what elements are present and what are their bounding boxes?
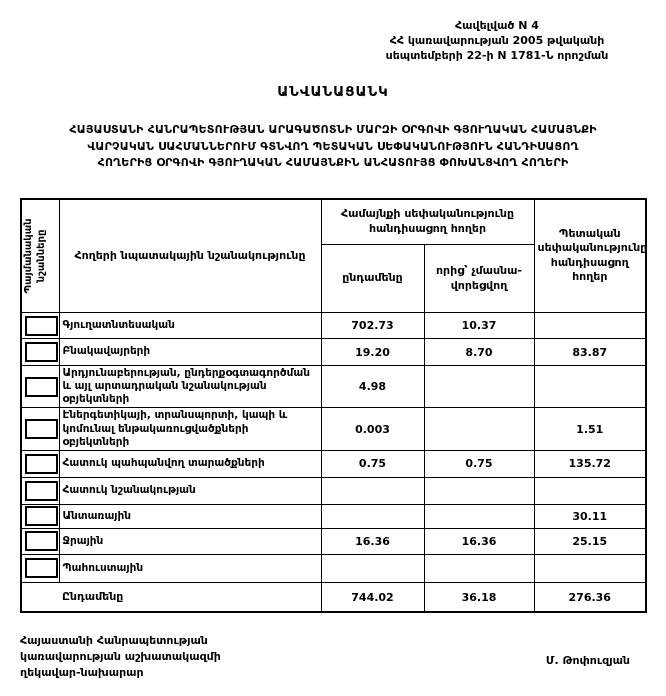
non-privatizable-cell xyxy=(424,554,534,582)
symbol-cell xyxy=(21,366,59,408)
community-total-cell xyxy=(321,554,424,582)
state-lands-cell: 1.51 xyxy=(534,408,646,450)
legend-symbol-box xyxy=(25,506,58,526)
legend-symbol-box xyxy=(25,481,58,501)
legend-symbol-box xyxy=(25,316,58,336)
total-label-cell: Ընդամենը xyxy=(21,582,321,612)
table-row xyxy=(21,504,646,528)
state-lands-cell: 30.11 xyxy=(534,504,646,528)
community-total-cell: 4.98 xyxy=(321,366,424,408)
header-community-group: Համայնքի սեփականությունը հանդիսացող հողեր xyxy=(321,199,534,245)
symbol-cell xyxy=(21,313,59,339)
land-purpose-cell: Բնակավայրերի xyxy=(59,339,321,366)
symbol-cell xyxy=(21,408,59,450)
land-purpose-cell: Անտառային xyxy=(59,504,321,528)
document-subtitle xyxy=(0,122,666,172)
community-total-cell xyxy=(321,477,424,504)
state-lands-cell: 25.15 xyxy=(534,528,646,554)
non-privatizable-cell xyxy=(424,366,534,408)
header-symbols-label: Պայմանական նշանները xyxy=(23,218,47,294)
symbol-cell xyxy=(21,504,59,528)
non-privatizable-cell xyxy=(424,504,534,528)
subtitle-line-3: ՀՈՂԵՐԻՑ ՕՐԳՈՎԻ ԳՅՈՒՂԱԿԱՆ ՀԱՄԱՅՆՔԻՆ ԱՆՀԱՏՈՒՅՑ ՓՈԽԱՆՑՎՈՂ ՀՈՂԵՐԻ xyxy=(97,156,569,169)
legend-symbol-box xyxy=(25,454,58,474)
land-purpose-cell: Գյուղատնտեսական xyxy=(59,313,321,339)
page-title: ԱՆՎԱՆԱՑԱՆԿ xyxy=(277,84,389,100)
appendix-block xyxy=(332,18,662,63)
state-lands-cell xyxy=(534,477,646,504)
land-allocation-table xyxy=(20,198,647,614)
land-purpose-cell: Ջրային xyxy=(59,528,321,554)
appendix-line-2: ՀՀ կառավարության 2005 թվականի xyxy=(389,34,605,47)
symbol-cell xyxy=(21,554,59,582)
non-privatizable-cell: 10.37 xyxy=(424,313,534,339)
non-privatizable-cell: 16.36 xyxy=(424,528,534,554)
community-total-cell: 16.36 xyxy=(321,528,424,554)
table-row xyxy=(21,408,646,450)
land-purpose-cell: Հատուկ նշանակության xyxy=(59,477,321,504)
total-community-cell: 744.02 xyxy=(321,582,424,612)
state-lands-cell: 135.72 xyxy=(534,450,646,477)
table-row xyxy=(21,366,646,408)
land-purpose-cell: Արդյունաբերության, ընդերքօգտագործման և այլ արտադրական նշանակության օբյեկտների xyxy=(59,366,321,408)
community-total-cell xyxy=(321,504,424,528)
community-total-cell: 0.003 xyxy=(321,408,424,450)
table-row xyxy=(21,339,646,366)
header-purpose: Հողերի նպատակային նշանակությունը xyxy=(59,199,321,313)
state-lands-cell xyxy=(534,366,646,408)
header-non-privatizable: որից՝ չմասնա-վորեցվող xyxy=(424,245,534,313)
total-non-privatizable-cell: 36.18 xyxy=(424,582,534,612)
table-row xyxy=(21,477,646,504)
signatory-title-line-2: կառավարության աշխատակազմի xyxy=(20,650,221,664)
symbol-cell xyxy=(21,450,59,477)
legend-symbol-box xyxy=(25,531,58,551)
symbol-cell xyxy=(21,339,59,366)
header-symbols xyxy=(21,199,59,313)
signatory-name: Մ. Թոփուզյան xyxy=(545,654,630,668)
legend-symbol-box xyxy=(25,419,58,439)
table-row xyxy=(21,554,646,582)
community-total-cell: 19.20 xyxy=(321,339,424,366)
table-row xyxy=(21,450,646,477)
non-privatizable-cell xyxy=(424,477,534,504)
document-footer xyxy=(0,633,666,681)
non-privatizable-cell xyxy=(424,408,534,450)
appendix-line-1: Հավելված N 4 xyxy=(455,19,539,32)
subtitle-line-1: ՀԱՅԱՍՏԱՆԻ ՀԱՆՐԱՊԵՏՈՒԹՅԱՆ ԱՐԱԳԱԾՈՏՆԻ ՄԱՐԶԻ ՕՐԳՈՎԻ ԳՅՈՒՂԱԿԱՆ ՀԱՄԱՅՆՔԻ xyxy=(69,123,597,136)
state-lands-cell xyxy=(534,313,646,339)
table-total-row xyxy=(21,582,646,612)
legend-symbol-box xyxy=(25,342,58,362)
total-state-cell: 276.36 xyxy=(534,582,646,612)
table-row xyxy=(21,313,646,339)
community-total-cell: 702.73 xyxy=(321,313,424,339)
legend-symbol-box xyxy=(25,377,58,397)
land-purpose-cell: Հատուկ պահպանվող տարածքների xyxy=(59,450,321,477)
land-purpose-cell: Էներգետիկայի, տրանսպորտի, կապի և կոմունալ ենթակառուցվածքների օբյեկտների xyxy=(59,408,321,450)
land-purpose-cell: Պահուստային xyxy=(59,554,321,582)
signatory-title-block xyxy=(20,633,221,681)
state-lands-cell: 83.87 xyxy=(534,339,646,366)
appendix-line-3: սեպտեմբերի 22-ի N 1781-Ն որոշման xyxy=(385,49,609,62)
header-state: Պետական սեփականությունը հանդիսացող հողեր xyxy=(534,199,646,313)
subtitle-line-2: ՎԱՐՉԱԿԱՆ ՍԱՀՄԱՆՆԵՐՈՒՄ ԳՏՆՎՈՂ ՊԵՏԱԿԱՆ ՍԵՓԱԿԱՆՈՒԹՅՈՒՆ ՀԱՆԴԻՍԱՑՈՂ xyxy=(87,139,579,153)
non-privatizable-cell: 0.75 xyxy=(424,450,534,477)
non-privatizable-cell: 8.70 xyxy=(424,339,534,366)
signatory-title-line-1: Հայաստանի Հանրապետության xyxy=(20,634,208,648)
header-total: ընդամենը xyxy=(321,245,424,313)
state-lands-cell xyxy=(534,554,646,582)
legend-symbol-box xyxy=(25,558,58,578)
community-total-cell: 0.75 xyxy=(321,450,424,477)
table-row xyxy=(21,528,646,554)
table-header-row-1 xyxy=(21,199,646,245)
symbol-cell xyxy=(21,477,59,504)
symbol-cell xyxy=(21,528,59,554)
signatory-title-line-3: ղեկավար-նախարար xyxy=(20,666,144,680)
